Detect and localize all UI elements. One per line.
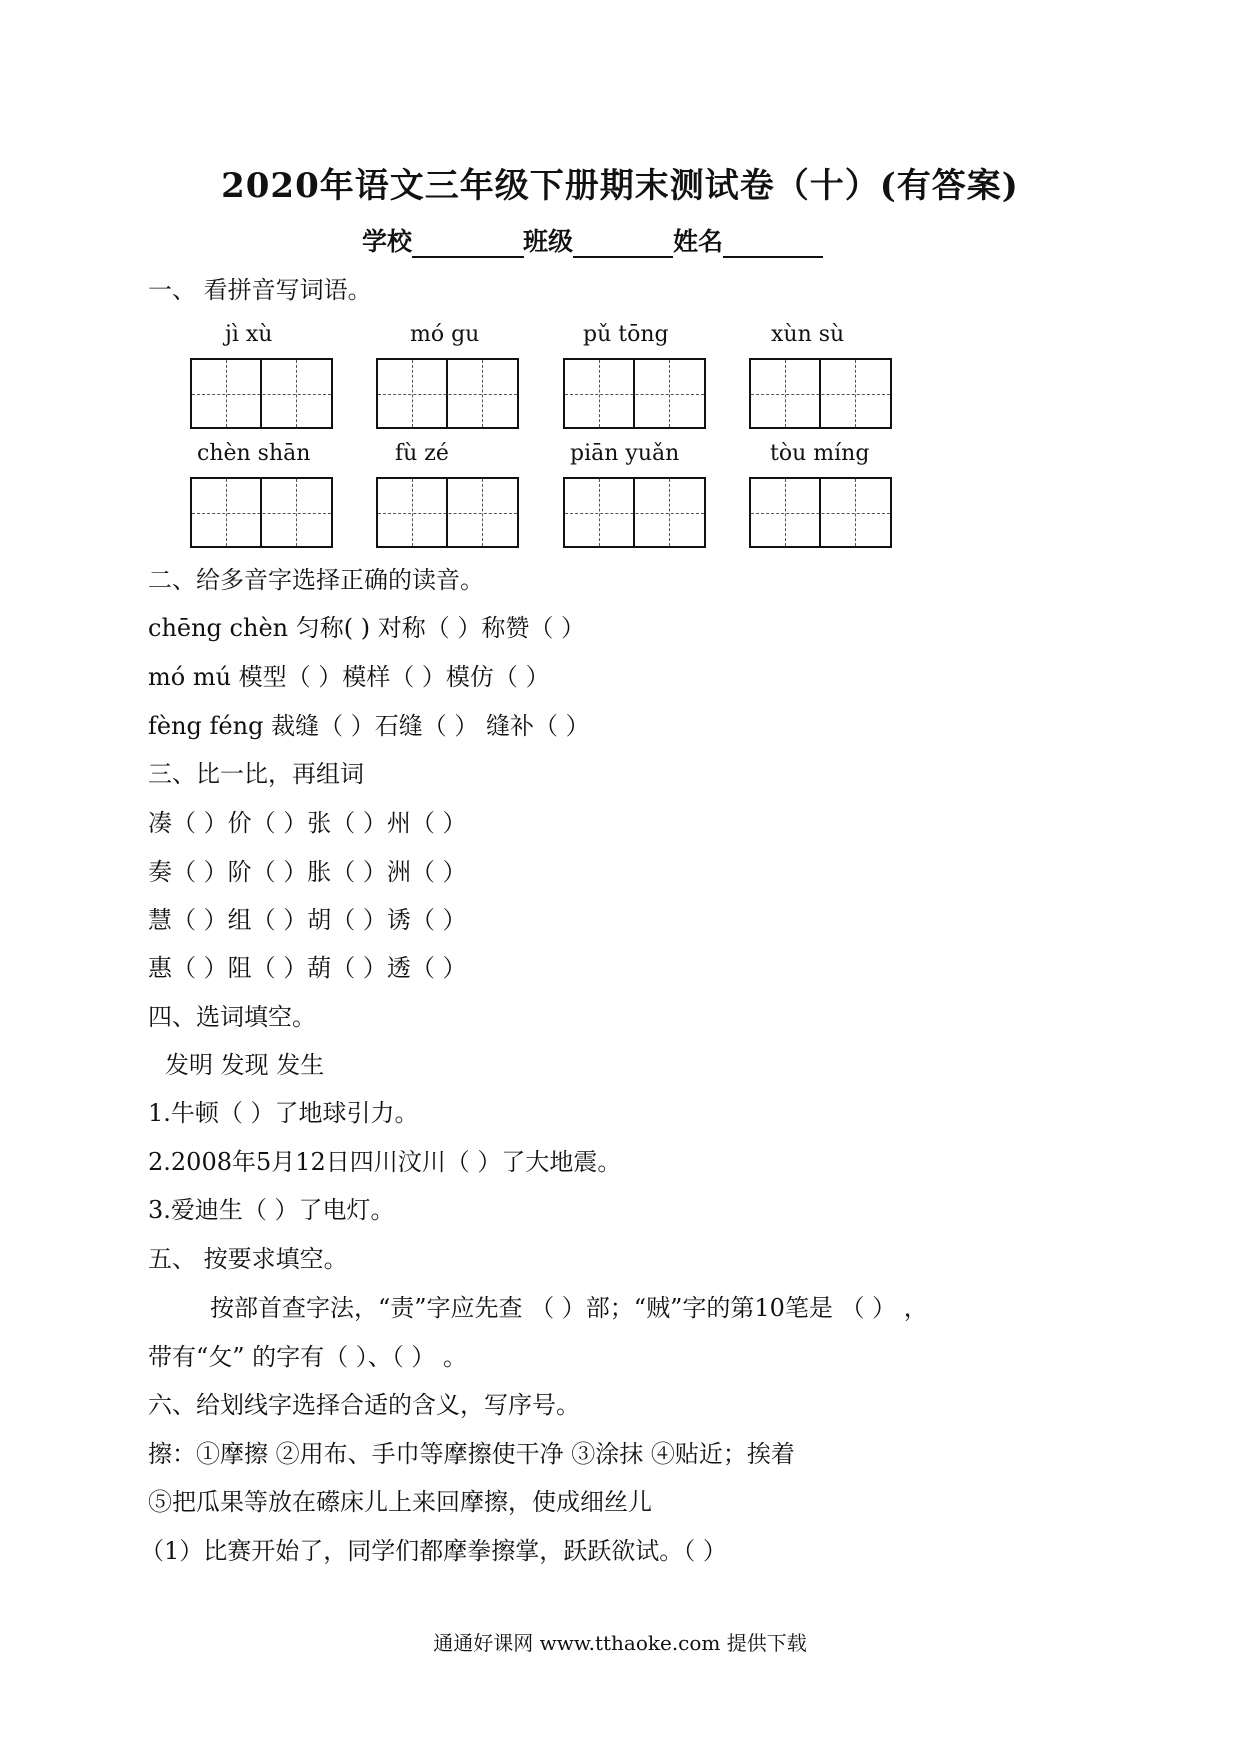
section-4-heading: 四、选词填空。	[148, 1003, 316, 1031]
footer-credit: 通通好课网 www.tthaoke.com 提供下载	[433, 1631, 807, 1655]
name-blank[interactable]	[723, 230, 823, 258]
pinyin-label: xùn sù	[771, 322, 845, 347]
compare-line: 奏（ ）阶（ ）胀（ ）洲（ ）	[148, 858, 467, 886]
pinyin-label: tòu míng	[770, 441, 870, 466]
school-field	[362, 222, 524, 258]
writing-box[interactable]	[749, 358, 892, 429]
pinyin-label: pǔ tōng	[583, 322, 669, 347]
radical-question: 按部首查字法，“责”字应先查 （ ）部；“贼”字的第10笔是 （ ） ，	[210, 1294, 928, 1322]
pinyin-label: chèn shān	[197, 441, 311, 466]
section-5-heading: 五、 按要求填空。	[148, 1245, 348, 1273]
meaning-options-cont: ⑤把瓜果等放在礤床儿上来回摩擦，使成细丝儿	[148, 1488, 652, 1516]
polyphone-line: chēng chèn 匀称( ) 对称（ ）称赞（ ）	[148, 614, 585, 642]
writing-box[interactable]	[749, 477, 892, 548]
section-2-heading: 二、给多音字选择正确的读音。	[148, 566, 484, 594]
writing-box[interactable]	[190, 358, 333, 429]
class-field	[523, 222, 673, 258]
pinyin-label: mó gu	[410, 322, 480, 347]
fill-line: 3.爱迪生（ ）了电灯。	[148, 1196, 395, 1224]
name-field	[673, 222, 823, 258]
compare-line: 凑（ ）价（ ）张（ ）州（ ）	[148, 809, 467, 837]
writing-box[interactable]	[563, 477, 706, 548]
fill-line: 1.牛顿（ ）了地球引力。	[148, 1099, 419, 1127]
page-title: 2020年语文三年级下册期末测试卷（十）(有答案)	[221, 166, 1019, 206]
school-label: 学校	[362, 227, 413, 256]
class-blank[interactable]	[573, 230, 673, 258]
fill-line: 2.2008年5月12日四川汶川（ ）了大地震。	[148, 1148, 622, 1176]
pinyin-label: jì xù	[225, 322, 273, 347]
writing-box[interactable]	[563, 358, 706, 429]
polyphone-line: mó mú 模型（ ）模样（ ）模仿（ ）	[148, 663, 550, 691]
name-label: 姓名	[673, 227, 724, 256]
section-1-heading: 一、 看拼音写词语。	[148, 276, 372, 304]
compare-line: 慧（ ）组（ ）胡（ ）诱（ ）	[148, 906, 467, 934]
word-choices: 发明 发现 发生	[165, 1051, 325, 1079]
section-6-heading: 六、给划线字选择合适的含义，写序号。	[148, 1391, 580, 1419]
school-blank[interactable]	[412, 230, 524, 258]
writing-box[interactable]	[190, 477, 333, 548]
meaning-question: （1）比赛开始了，同学们都摩拳擦掌，跃跃欲试。（ ）	[140, 1537, 727, 1565]
radical-question-cont: 带有“攵” 的字有（ ）、（ ） 。	[148, 1343, 468, 1371]
pinyin-label: piān yuǎn	[570, 441, 680, 466]
compare-line: 惠（ ）阻（ ）葫（ ）透（ ）	[148, 954, 467, 982]
meaning-options: 擦：①摩擦 ②用布、手巾等摩擦使干净 ③涂抹 ④贴近；挨着	[148, 1440, 795, 1468]
writing-box[interactable]	[376, 358, 519, 429]
section-3-heading: 三、比一比，再组词	[148, 760, 364, 788]
pinyin-label: fù zé	[395, 441, 449, 466]
class-label: 班级	[523, 227, 574, 256]
polyphone-line: fèng féng 裁缝（ ）石缝（ ） 缝补（ ）	[148, 712, 590, 740]
writing-box[interactable]	[376, 477, 519, 548]
